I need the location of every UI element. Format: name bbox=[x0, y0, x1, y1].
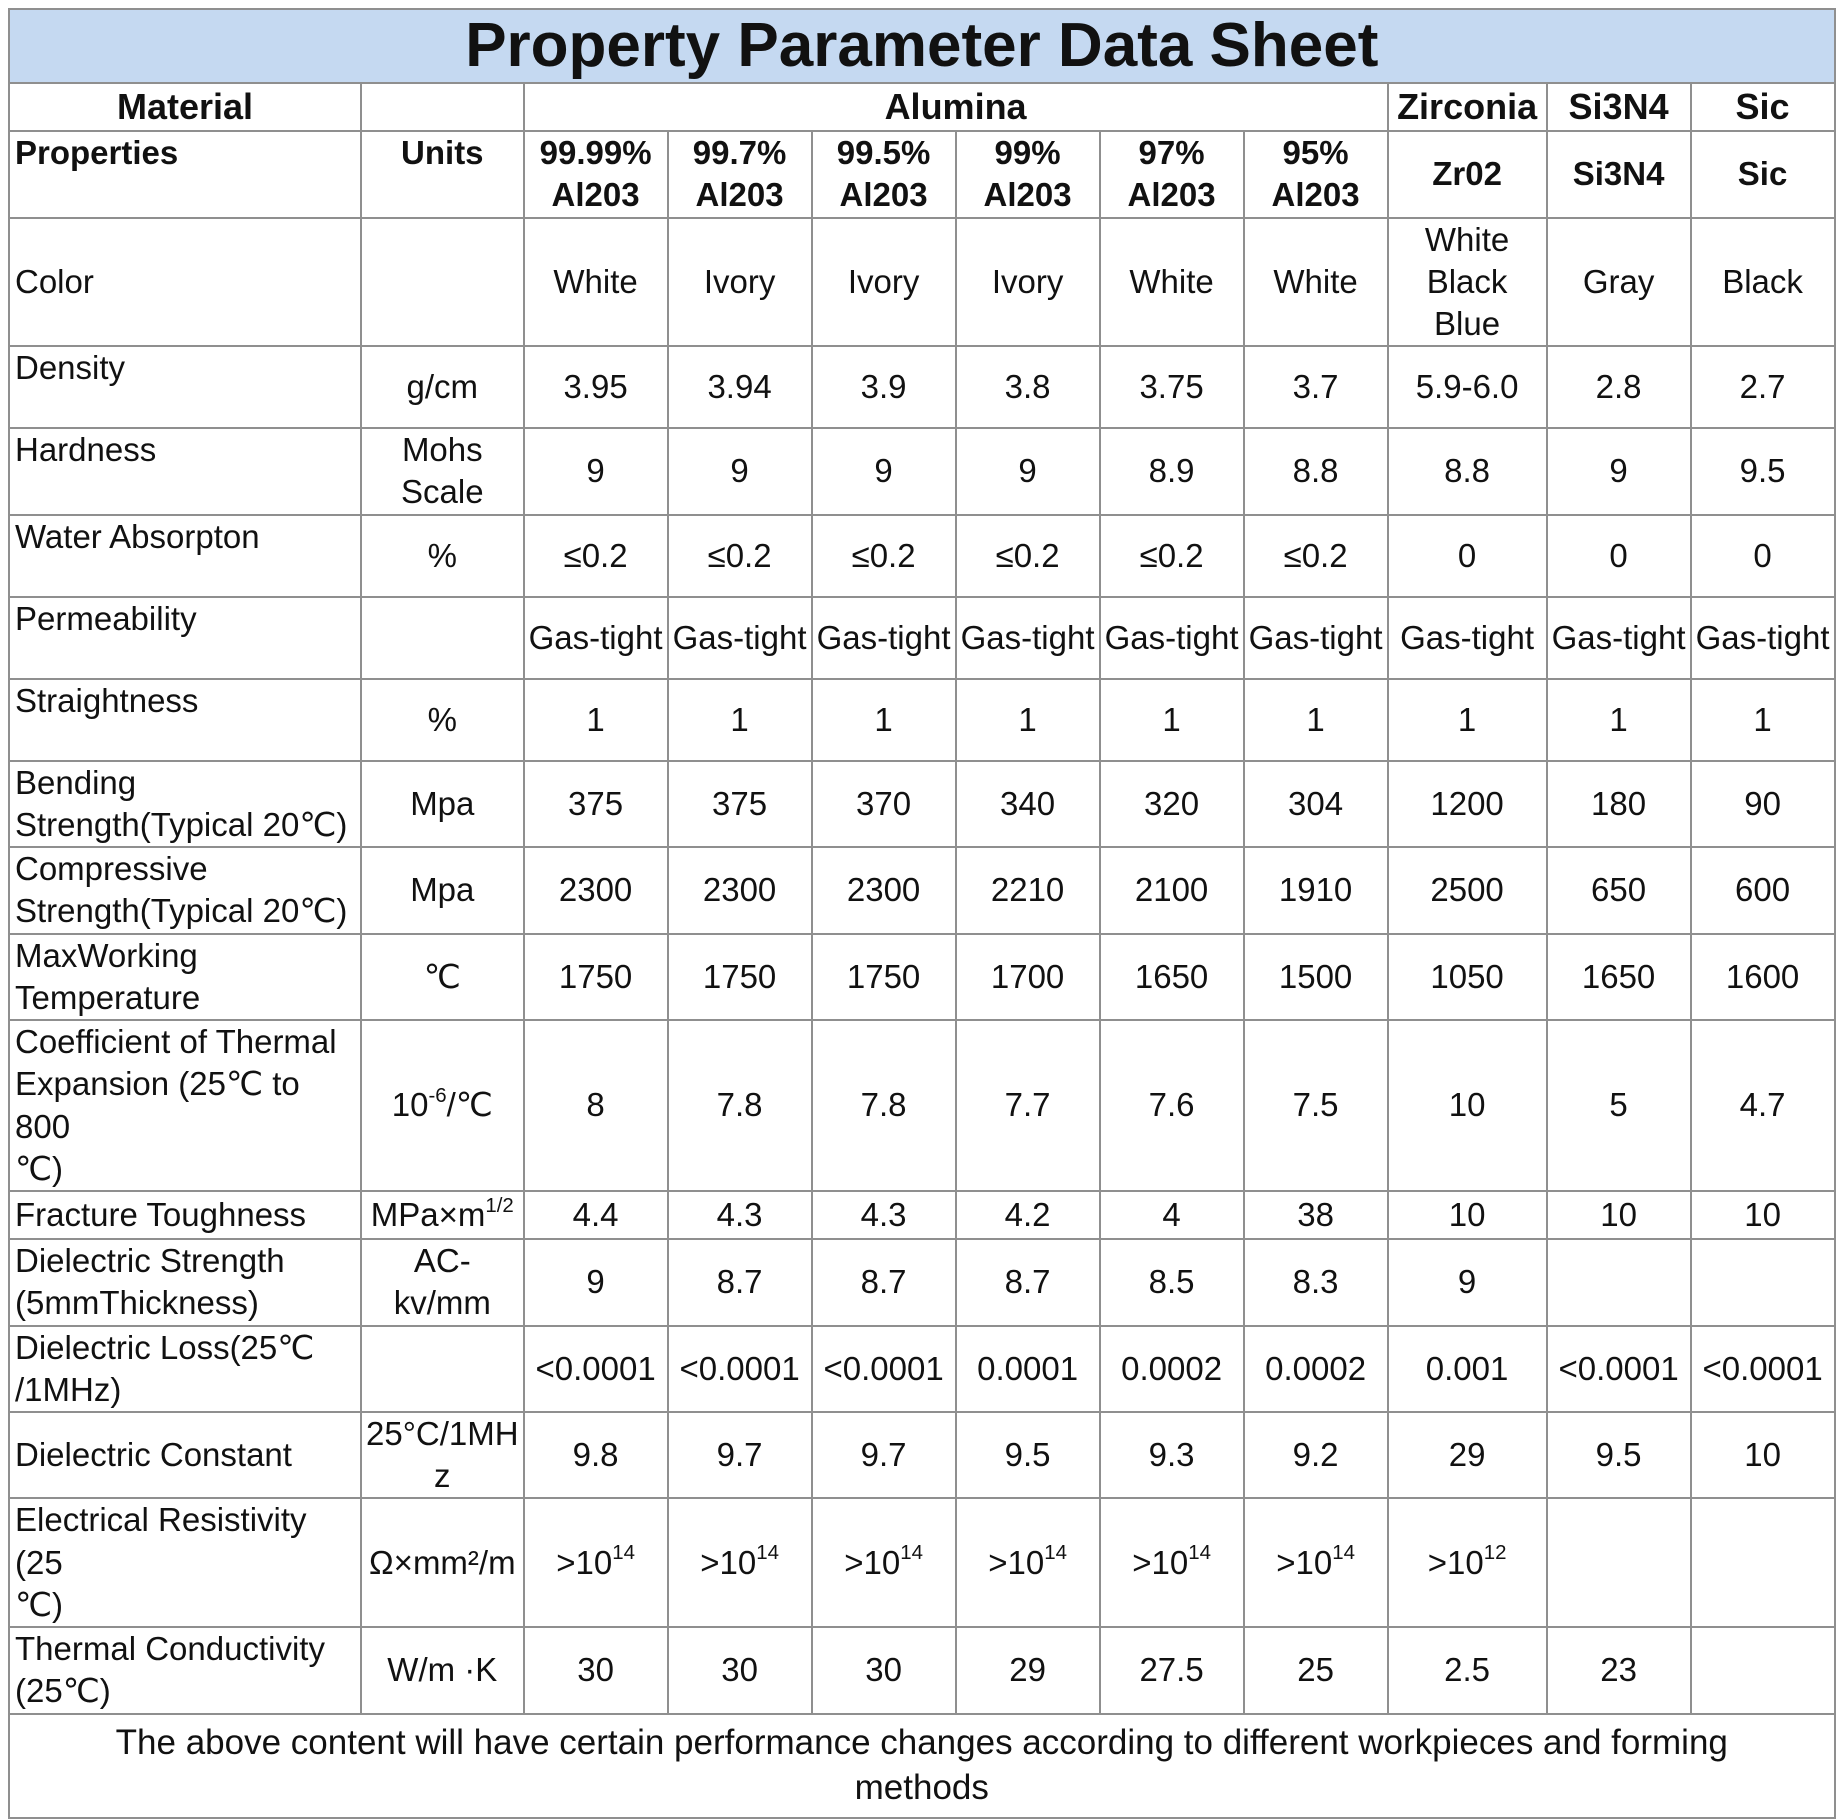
value-cell: Gas-tight bbox=[956, 597, 1100, 679]
grade-header: 97% Al203 bbox=[1100, 131, 1244, 217]
value-cell: 1 bbox=[1100, 679, 1244, 761]
value-cell: Ivory bbox=[956, 218, 1100, 347]
table-row bbox=[9, 1191, 1835, 1239]
unit-cell: AC-kv/mm bbox=[361, 1239, 524, 1325]
value-base: >10 bbox=[556, 1543, 613, 1581]
value-base: >10 bbox=[844, 1543, 901, 1581]
value-cell: 29 bbox=[956, 1627, 1100, 1713]
value-cell bbox=[1691, 1239, 1835, 1325]
value-cell: 0.001 bbox=[1388, 1326, 1547, 1412]
table-row bbox=[9, 679, 1835, 761]
value-cell: 27.5 bbox=[1100, 1627, 1244, 1713]
value-cell: 9.2 bbox=[1244, 1412, 1388, 1498]
value-base: >10 bbox=[1427, 1543, 1484, 1581]
grade-header: 99.5% Al203 bbox=[812, 131, 956, 217]
unit-cell: ℃ bbox=[361, 934, 524, 1020]
material-label: Material bbox=[9, 83, 361, 131]
value-cell bbox=[1547, 1498, 1691, 1627]
grade-header: Si3N4 bbox=[1547, 131, 1691, 217]
unit-cell bbox=[361, 597, 524, 679]
table-row bbox=[9, 515, 1835, 597]
value-cell bbox=[524, 1498, 668, 1627]
value-cell: 1910 bbox=[1244, 847, 1388, 933]
unit-cell bbox=[361, 1020, 524, 1191]
unit-part: /℃ bbox=[446, 1086, 493, 1124]
value-cell: 4.4 bbox=[524, 1191, 668, 1239]
value-cell: 1700 bbox=[956, 934, 1100, 1020]
unit-cell: Mpa bbox=[361, 847, 524, 933]
value-cell: 1 bbox=[956, 679, 1100, 761]
value-cell: Gas-tight bbox=[1691, 597, 1835, 679]
value-exponent: 14 bbox=[900, 1541, 923, 1565]
value-cell: White bbox=[524, 218, 668, 347]
value-cell: 2500 bbox=[1388, 847, 1547, 933]
value-cell: 0 bbox=[1691, 515, 1835, 597]
value-cell: 304 bbox=[1244, 761, 1388, 847]
value-cell: 2.7 bbox=[1691, 346, 1835, 428]
value-cell: ≤0.2 bbox=[668, 515, 812, 597]
value-cell: Gas-tight bbox=[1388, 597, 1547, 679]
property-label: Coefficient of Thermal Expansion (25℃ to 800 ℃) bbox=[9, 1020, 361, 1191]
property-label: Dielectric Loss(25℃ /1MHz) bbox=[9, 1326, 361, 1412]
value-cell: 0.0001 bbox=[956, 1326, 1100, 1412]
value-cell: Ivory bbox=[812, 218, 956, 347]
grade-header: 95% Al203 bbox=[1244, 131, 1388, 217]
unit-cell: 25°C/1MH z bbox=[361, 1412, 524, 1498]
property-label: Permeability bbox=[9, 597, 361, 679]
value-cell: 0 bbox=[1388, 515, 1547, 597]
property-label: Compressive Strength(Typical 20℃) bbox=[9, 847, 361, 933]
value-base: >10 bbox=[700, 1543, 757, 1581]
value-cell: <0.0001 bbox=[668, 1326, 812, 1412]
value-cell: 1650 bbox=[1100, 934, 1244, 1020]
value-cell: 10 bbox=[1388, 1191, 1547, 1239]
value-cell: <0.0001 bbox=[812, 1326, 956, 1412]
grade-header: 99.99% Al203 bbox=[524, 131, 668, 217]
table-row bbox=[9, 428, 1835, 514]
grade-header: Sic bbox=[1691, 131, 1835, 217]
value-cell: <0.0001 bbox=[1691, 1326, 1835, 1412]
value-cell: 10 bbox=[1388, 1020, 1547, 1191]
value-cell: ≤0.2 bbox=[1100, 515, 1244, 597]
grade-header: 99% Al203 bbox=[956, 131, 1100, 217]
group-alumina: Alumina bbox=[524, 83, 1388, 131]
value-cell bbox=[1244, 1498, 1388, 1627]
table-row bbox=[9, 934, 1835, 1020]
unit-cell: Ω×mm²/m bbox=[361, 1498, 524, 1627]
value-base: >10 bbox=[1132, 1543, 1189, 1581]
value-cell: 10 bbox=[1691, 1191, 1835, 1239]
unit-part: 10 bbox=[391, 1086, 429, 1124]
value-cell: 8.7 bbox=[812, 1239, 956, 1325]
value-cell: 1 bbox=[1691, 679, 1835, 761]
value-cell: 4.2 bbox=[956, 1191, 1100, 1239]
value-cell: 600 bbox=[1691, 847, 1835, 933]
value-cell: 30 bbox=[812, 1627, 956, 1713]
value-base: >10 bbox=[988, 1543, 1045, 1581]
value-cell: 90 bbox=[1691, 761, 1835, 847]
value-cell: 8.7 bbox=[956, 1239, 1100, 1325]
value-cell: White bbox=[1100, 218, 1244, 347]
value-cell bbox=[812, 1498, 956, 1627]
value-cell: White Black Blue bbox=[1388, 218, 1547, 347]
value-cell: 1 bbox=[812, 679, 956, 761]
value-cell: 3.7 bbox=[1244, 346, 1388, 428]
value-cell: ≤0.2 bbox=[524, 515, 668, 597]
value-cell: 7.7 bbox=[956, 1020, 1100, 1191]
value-cell: 8.9 bbox=[1100, 428, 1244, 514]
value-exponent: 14 bbox=[1188, 1541, 1211, 1565]
unit-exponent: 1/2 bbox=[485, 1193, 514, 1217]
property-data-table bbox=[8, 8, 1836, 1819]
units-label: Units bbox=[361, 131, 524, 217]
value-cell: 7.6 bbox=[1100, 1020, 1244, 1191]
unit-cell: g/cm bbox=[361, 346, 524, 428]
value-cell: 10 bbox=[1547, 1191, 1691, 1239]
value-cell: 1600 bbox=[1691, 934, 1835, 1020]
value-cell: 9 bbox=[812, 428, 956, 514]
value-cell: 8.8 bbox=[1388, 428, 1547, 514]
value-cell: 1 bbox=[1388, 679, 1547, 761]
value-cell: 25 bbox=[1244, 1627, 1388, 1713]
value-cell: White bbox=[1244, 218, 1388, 347]
value-cell: 7.8 bbox=[668, 1020, 812, 1191]
value-cell: 38 bbox=[1244, 1191, 1388, 1239]
property-label: Straightness bbox=[9, 679, 361, 761]
value-cell: 9 bbox=[956, 428, 1100, 514]
value-cell: 9.3 bbox=[1100, 1412, 1244, 1498]
value-cell: 7.5 bbox=[1244, 1020, 1388, 1191]
value-cell: Gas-tight bbox=[1547, 597, 1691, 679]
grade-header: 99.7% Al203 bbox=[668, 131, 812, 217]
value-cell: 375 bbox=[668, 761, 812, 847]
table-row bbox=[9, 1498, 1835, 1627]
value-cell: Black bbox=[1691, 218, 1835, 347]
unit-cell: % bbox=[361, 515, 524, 597]
value-cell: 3.8 bbox=[956, 346, 1100, 428]
value-cell bbox=[668, 1498, 812, 1627]
value-cell: 1650 bbox=[1547, 934, 1691, 1020]
table-row bbox=[9, 1412, 1835, 1498]
table-row bbox=[9, 597, 1835, 679]
property-label: Dielectric Strength (5mmThickness) bbox=[9, 1239, 361, 1325]
value-cell: Gray bbox=[1547, 218, 1691, 347]
property-label: Water Absorpton bbox=[9, 515, 361, 597]
property-label: Thermal Conductivity (25℃) bbox=[9, 1627, 361, 1713]
unit-cell bbox=[361, 1326, 524, 1412]
value-cell: 9.5 bbox=[1547, 1412, 1691, 1498]
value-cell: 1 bbox=[524, 679, 668, 761]
unit-cell: Mpa bbox=[361, 761, 524, 847]
group-sic: Sic bbox=[1691, 83, 1835, 131]
value-cell: 8.3 bbox=[1244, 1239, 1388, 1325]
unit-cell: % bbox=[361, 679, 524, 761]
unit-part: MPa×m bbox=[370, 1195, 486, 1233]
value-cell bbox=[1691, 1498, 1835, 1627]
value-cell: Gas-tight bbox=[668, 597, 812, 679]
table-row bbox=[9, 761, 1835, 847]
value-exponent: 14 bbox=[1044, 1541, 1067, 1565]
value-cell: 4.7 bbox=[1691, 1020, 1835, 1191]
value-cell: ≤0.2 bbox=[956, 515, 1100, 597]
value-cell: 4 bbox=[1100, 1191, 1244, 1239]
table-row bbox=[9, 1627, 1835, 1713]
value-cell: Gas-tight bbox=[1244, 597, 1388, 679]
value-cell: 5 bbox=[1547, 1020, 1691, 1191]
value-cell: 9.5 bbox=[1691, 428, 1835, 514]
value-cell: 0.0002 bbox=[1244, 1326, 1388, 1412]
value-cell: 30 bbox=[668, 1627, 812, 1713]
value-cell: Gas-tight bbox=[812, 597, 956, 679]
value-cell: 9 bbox=[668, 428, 812, 514]
value-cell: 1 bbox=[1244, 679, 1388, 761]
value-cell: 1 bbox=[668, 679, 812, 761]
value-cell: <0.0001 bbox=[1547, 1326, 1691, 1412]
value-cell: 1750 bbox=[668, 934, 812, 1020]
value-cell: 1750 bbox=[812, 934, 956, 1020]
value-exponent: 12 bbox=[1483, 1541, 1507, 1565]
properties-label: Properties bbox=[9, 131, 361, 217]
value-cell: 23 bbox=[1547, 1627, 1691, 1713]
unit-cell: Mohs Scale bbox=[361, 428, 524, 514]
property-label: Electrical Resistivity (25 ℃) bbox=[9, 1498, 361, 1627]
value-cell: 2210 bbox=[956, 847, 1100, 933]
property-label: Bending Strength(Typical 20℃) bbox=[9, 761, 361, 847]
unit-cell: W/m ·K bbox=[361, 1627, 524, 1713]
value-cell: 9 bbox=[524, 1239, 668, 1325]
value-cell: 1200 bbox=[1388, 761, 1547, 847]
material-units-blank bbox=[361, 83, 524, 131]
unit-cell bbox=[361, 218, 524, 347]
value-cell: 0 bbox=[1547, 515, 1691, 597]
value-cell: 8.8 bbox=[1244, 428, 1388, 514]
value-cell: 375 bbox=[524, 761, 668, 847]
value-cell: 30 bbox=[524, 1627, 668, 1713]
value-cell: <0.0001 bbox=[524, 1326, 668, 1412]
value-cell bbox=[1691, 1627, 1835, 1713]
value-cell: 1750 bbox=[524, 934, 668, 1020]
property-label: Fracture Toughness bbox=[9, 1191, 361, 1239]
value-cell: 9.7 bbox=[668, 1412, 812, 1498]
value-base: >10 bbox=[1276, 1543, 1333, 1581]
value-cell: 320 bbox=[1100, 761, 1244, 847]
value-cell: 3.75 bbox=[1100, 346, 1244, 428]
value-cell bbox=[1388, 1498, 1547, 1627]
value-cell: 2300 bbox=[668, 847, 812, 933]
value-cell: 180 bbox=[1547, 761, 1691, 847]
sheet-title: Property Parameter Data Sheet bbox=[9, 9, 1835, 83]
value-cell: 9 bbox=[1388, 1239, 1547, 1325]
value-cell: ≤0.2 bbox=[812, 515, 956, 597]
table-row bbox=[9, 346, 1835, 428]
value-cell: 1 bbox=[1547, 679, 1691, 761]
value-cell: 9.8 bbox=[524, 1412, 668, 1498]
unit-exponent: -6 bbox=[428, 1084, 447, 1108]
property-label: Dielectric Constant bbox=[9, 1412, 361, 1498]
value-exponent: 14 bbox=[1332, 1541, 1355, 1565]
value-cell: Gas-tight bbox=[1100, 597, 1244, 679]
value-cell: 4.3 bbox=[668, 1191, 812, 1239]
value-cell: 9 bbox=[1547, 428, 1691, 514]
value-cell: 3.94 bbox=[668, 346, 812, 428]
value-cell: 3.9 bbox=[812, 346, 956, 428]
value-cell: 2100 bbox=[1100, 847, 1244, 933]
value-cell bbox=[1100, 1498, 1244, 1627]
value-cell: 650 bbox=[1547, 847, 1691, 933]
value-exponent: 14 bbox=[612, 1541, 635, 1565]
footnote: The above content will have certain performance changes according to different workpieces and forming methods bbox=[9, 1714, 1835, 1818]
property-label: MaxWorking Temperature bbox=[9, 934, 361, 1020]
property-label: Density bbox=[9, 346, 361, 428]
value-cell: 2.8 bbox=[1547, 346, 1691, 428]
property-label: Hardness bbox=[9, 428, 361, 514]
table-row bbox=[9, 1326, 1835, 1412]
unit-cell bbox=[361, 1191, 524, 1239]
table-row bbox=[9, 1020, 1835, 1191]
value-cell: Gas-tight bbox=[524, 597, 668, 679]
value-cell bbox=[956, 1498, 1100, 1627]
value-cell: 370 bbox=[812, 761, 956, 847]
table-row bbox=[9, 847, 1835, 933]
value-cell: 9.5 bbox=[956, 1412, 1100, 1498]
group-zirconia: Zirconia bbox=[1388, 83, 1547, 131]
value-cell: 1050 bbox=[1388, 934, 1547, 1020]
property-label: Color bbox=[9, 218, 361, 347]
value-cell: 0.0002 bbox=[1100, 1326, 1244, 1412]
value-cell: 340 bbox=[956, 761, 1100, 847]
value-cell: 8.5 bbox=[1100, 1239, 1244, 1325]
value-cell: 1500 bbox=[1244, 934, 1388, 1020]
value-cell: 3.95 bbox=[524, 346, 668, 428]
table-row bbox=[9, 218, 1835, 347]
value-cell: 10 bbox=[1691, 1412, 1835, 1498]
value-cell: 5.9-6.0 bbox=[1388, 346, 1547, 428]
value-cell bbox=[1547, 1239, 1691, 1325]
table-row bbox=[9, 1239, 1835, 1325]
value-cell: 29 bbox=[1388, 1412, 1547, 1498]
value-exponent: 14 bbox=[756, 1541, 779, 1565]
value-cell: 9.7 bbox=[812, 1412, 956, 1498]
value-cell: 8 bbox=[524, 1020, 668, 1191]
value-cell: 7.8 bbox=[812, 1020, 956, 1191]
value-cell: 4.3 bbox=[812, 1191, 956, 1239]
value-cell: 2300 bbox=[524, 847, 668, 933]
value-cell: Ivory bbox=[668, 218, 812, 347]
value-cell: ≤0.2 bbox=[1244, 515, 1388, 597]
group-si3n4: Si3N4 bbox=[1547, 83, 1691, 131]
value-cell: 8.7 bbox=[668, 1239, 812, 1325]
value-cell: 9 bbox=[524, 428, 668, 514]
grade-header: Zr02 bbox=[1388, 131, 1547, 217]
value-cell: 2.5 bbox=[1388, 1627, 1547, 1713]
value-cell: 2300 bbox=[812, 847, 956, 933]
